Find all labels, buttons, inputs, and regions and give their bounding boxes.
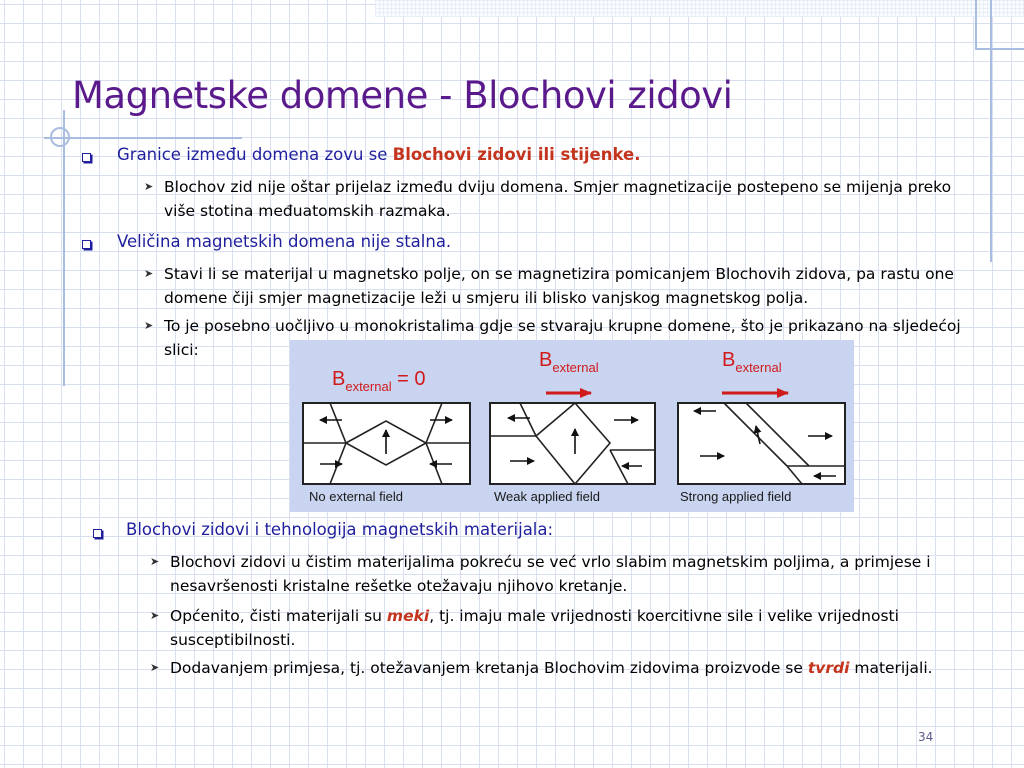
arrow-bullet-icon: ➤ xyxy=(150,661,160,674)
bullet-1 xyxy=(117,145,640,164)
domain-panel-no-field xyxy=(303,403,470,484)
square-bullet-icon xyxy=(82,240,91,249)
magnetic-domains-figure xyxy=(290,340,854,512)
bullet-1-1: Blochov zid nije oštar prijelaz između dviju domena. Smjer magnetizacije postepeno se mijenja preko više stotina međuatomskih razmaka. xyxy=(164,178,952,220)
bullet-2: Veličina magnetskih domena nije stalna. xyxy=(117,232,452,251)
slide-title: Magnetske domene - Blochovi zidovi xyxy=(72,74,733,117)
bullet-3-3-before: Dodavanjem primjesa, tj. otežavanjem kretanja Blochovim zidovima proizvode se xyxy=(170,659,808,677)
bullet-3-2-after: , tj. imaju male vrijednosti koercitivne sile i velike vrijednosti susceptibilnosti. xyxy=(170,607,899,649)
bullet-1-highlight: Blochovi zidovi ili stijenke. xyxy=(392,145,641,164)
bullet-2-2: To je posebno uočljivo u monokristalima gdje se stvaraju krupne domene, što je prikazano na sljedećoj slici: xyxy=(164,317,961,359)
bullet-3-3 xyxy=(170,656,960,680)
arrow-bullet-icon: ➤ xyxy=(144,267,154,280)
decorative-ring xyxy=(50,127,70,147)
decorative-horizontal-line xyxy=(44,137,242,139)
bullet-3-1: Blochovi zidovi u čistim materijalima pokreću se već vrlo slabim magnetskim poljima, a primjese i nesavršenosti kristalne rešetke otežavaju njihovo kretanje. xyxy=(170,553,931,595)
bullet-1-text: Granice između domena zovu se xyxy=(117,145,393,164)
domain-panel-weak-field xyxy=(490,403,655,484)
b-external-label-3: $B_{external}$ xyxy=(722,349,782,375)
bullet-3-2 xyxy=(170,604,910,652)
arrow-bullet-icon: ➤ xyxy=(150,555,160,568)
b-external-label-1: $B_{external} = 0$ xyxy=(332,368,426,394)
decorative-pattern-strip xyxy=(375,0,1024,17)
page-number: 34 xyxy=(918,730,934,744)
caption-weak-field: Weak applied field xyxy=(494,489,600,504)
decorative-vertical-line-left xyxy=(63,110,65,386)
bullet-2-1: Stavi li se materijal u magnetsko polje, on se magnetizira pomicanjem Blochovih zidova, pa rastu one domene čiji smjer magnetizacije leži u smjeru ili blisko vanjskog magnetskog polja. xyxy=(164,265,954,307)
bullet-3-3-highlight: tvrdi xyxy=(807,659,850,677)
arrow-bullet-icon: ➤ xyxy=(144,319,154,332)
decorative-corner-box xyxy=(975,0,1024,50)
domain-panel-strong-field xyxy=(678,403,845,484)
bullet-3-3-after: materijali. xyxy=(849,659,933,677)
decorative-vertical-line-right xyxy=(990,0,992,262)
arrow-bullet-icon: ➤ xyxy=(150,609,160,622)
arrow-bullet-icon: ➤ xyxy=(144,180,154,193)
bullet-3-2-before: Općenito, čisti materijali su xyxy=(170,607,387,625)
square-bullet-icon xyxy=(93,529,102,538)
bullet-3: Blochovi zidovi i tehnologija magnetskih materijala: xyxy=(126,520,554,539)
b-external-label-2: $B_{external}$ xyxy=(539,349,599,375)
caption-strong-field: Strong applied field xyxy=(680,489,792,504)
caption-no-field: No external field xyxy=(309,489,403,504)
bullet-3-2-highlight: meki xyxy=(386,607,430,625)
square-bullet-icon xyxy=(82,153,91,162)
